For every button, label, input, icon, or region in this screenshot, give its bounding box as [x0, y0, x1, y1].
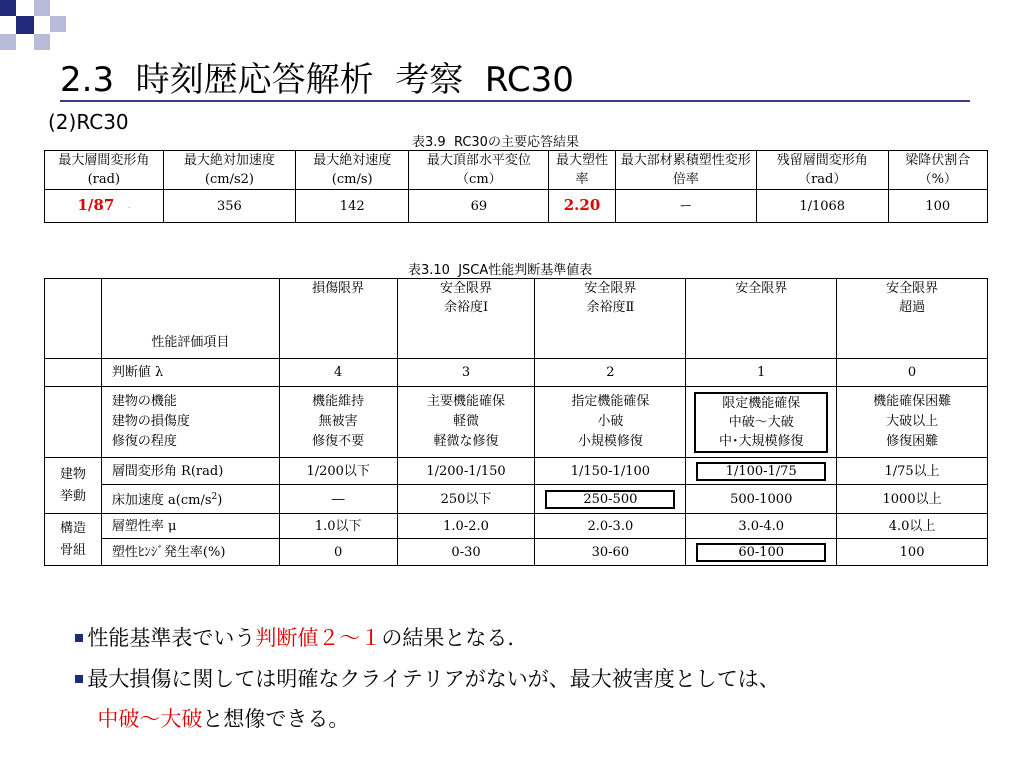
- table-header: 損傷限界: [279, 279, 397, 359]
- table-header: 最大塑性率: [549, 151, 615, 190]
- table-header: 安全限界 余裕度Ⅰ: [397, 279, 535, 359]
- table2-caption: 表3.10 JSCA性能判断基準値表: [408, 263, 593, 278]
- deco-square: [16, 16, 34, 34]
- deco-square: [34, 0, 50, 16]
- table-cell: 1: [686, 359, 837, 387]
- deco-square: [50, 16, 66, 32]
- table-cell: 1/1068: [756, 190, 888, 223]
- empty-cell: [45, 387, 102, 458]
- title-underline: [60, 100, 970, 102]
- bullet-text: と想像できる。: [202, 707, 350, 731]
- row-label: 判断値 λ: [101, 359, 279, 387]
- highlight-box: 250-500: [545, 490, 675, 509]
- table-cell: 指定機能確保 小破 小規模修復: [535, 387, 686, 458]
- highlight-box: 1/100-1/75: [696, 462, 826, 481]
- row-label: [101, 485, 279, 514]
- bullet-text: の結果となる．: [381, 626, 529, 650]
- table-cell: 2: [535, 359, 686, 387]
- table-header: 安全限界 超過: [837, 279, 988, 359]
- row-label: 塑性ﾋﾝｼﾞ発生率(%): [101, 539, 279, 566]
- deco-square: [34, 34, 50, 50]
- table-cell: 1/150-1/100: [535, 458, 686, 485]
- bullet-text: 最大損傷に関しては明確なクライテリアがないが、最大被害度としては、: [87, 667, 780, 691]
- jsca-criteria-table: [44, 278, 988, 566]
- table-header: 性能評価項目: [101, 279, 279, 359]
- table-cell: 1.0以下: [279, 514, 397, 539]
- table-cell: 機能維持 無被害 修復不要: [279, 387, 397, 458]
- table-cell: 0-30: [397, 539, 535, 566]
- table-cell: [549, 190, 615, 223]
- bullet-highlight: 中破～大破: [97, 707, 203, 731]
- table-cell: 100: [837, 539, 988, 566]
- table-header: 残留層間変形角（rad）: [756, 151, 888, 190]
- table-cell: ―: [279, 485, 397, 514]
- row-label: 層間変形角 R(rad): [101, 458, 279, 485]
- max-ductility-value: 2.20: [563, 196, 601, 214]
- table-cell: 500-1000: [686, 485, 837, 514]
- table-cell: 2.0-3.0: [535, 514, 686, 539]
- bullet-highlight: 判断値２～１: [255, 626, 382, 650]
- table-cell: [686, 387, 837, 458]
- section-subheading: (2)RC30: [48, 110, 129, 134]
- table-cell: ー: [615, 190, 756, 223]
- table-header: 安全限界: [686, 279, 837, 359]
- table-cell: 30-60: [535, 539, 686, 566]
- table-header: 最大絶対速度(cm/s): [296, 151, 409, 190]
- row-label: 層塑性率 μ: [101, 514, 279, 539]
- table-cell: 3.0-4.0: [686, 514, 837, 539]
- table-cell: 1.0-2.0: [397, 514, 535, 539]
- accel-label-sup: 2: [211, 492, 218, 502]
- accel-label-end: ): [217, 493, 223, 508]
- table-header: 最大絶対加速度(cm/s2): [163, 151, 296, 190]
- table-cell: [45, 190, 164, 223]
- table-header: 安全限界 余裕度Ⅱ: [535, 279, 686, 359]
- slide-title: 2.3 時刻歴応答解析 考察 RC30: [60, 60, 574, 100]
- table-cell: 0: [279, 539, 397, 566]
- table-cell: 3: [397, 359, 535, 387]
- group-label: 建物 挙動: [45, 458, 102, 514]
- table-cell: 142: [296, 190, 409, 223]
- accel-label: 床加速度 a(cm/s: [111, 493, 212, 508]
- table-cell: 1/200-1/150: [397, 458, 535, 485]
- table-cell: 0: [837, 359, 988, 387]
- max-drift-value: 1/87: [77, 196, 115, 214]
- bullet-square-icon: [75, 675, 83, 683]
- table-cell: [686, 539, 837, 566]
- table-cell: 100: [888, 190, 987, 223]
- table-cell: 1/75以上: [837, 458, 988, 485]
- table-cell: 1000以上: [837, 485, 988, 514]
- bullet-text: 性能基準表でいう: [87, 626, 256, 650]
- empty-cell: [45, 359, 102, 387]
- table-header: 最大部材累積塑性変形倍率: [615, 151, 756, 190]
- table-cell: 4.0以上: [837, 514, 988, 539]
- deco-square: [0, 34, 16, 50]
- main-response-table: [44, 150, 988, 223]
- deco-square: [0, 0, 16, 16]
- table-header: 梁降伏割合（%）: [888, 151, 987, 190]
- group-label: 構造 骨組: [45, 514, 102, 566]
- table-header: 最大頂部水平変位（cm）: [409, 151, 549, 190]
- table-cell: [535, 485, 686, 514]
- table-header: 最大層間変形角(rad): [45, 151, 164, 190]
- row-label: 建物の機能 建物の損傷度 修復の程度: [101, 387, 279, 458]
- table-cell: 機能確保困難 大破以上 修復困難: [837, 387, 988, 458]
- table-cell: [686, 458, 837, 485]
- bullet-continuation: [84, 679, 349, 733]
- table-cell: 4: [279, 359, 397, 387]
- highlight-box: 60-100: [696, 543, 826, 562]
- cell-mark: .: [128, 203, 131, 210]
- table-cell: 250以下: [397, 485, 535, 514]
- table1-caption: 表3.9 RC30の主要応答結果: [412, 135, 579, 150]
- table-cell: 356: [163, 190, 296, 223]
- highlight-box: 限定機能確保 中破～大破 中･大規模修復: [694, 392, 828, 453]
- table-cell: 69: [409, 190, 549, 223]
- table-cell: 1/200以下: [279, 458, 397, 485]
- table-cell: 主要機能確保 軽微 軽微な修復: [397, 387, 535, 458]
- empty-cell: [45, 279, 102, 359]
